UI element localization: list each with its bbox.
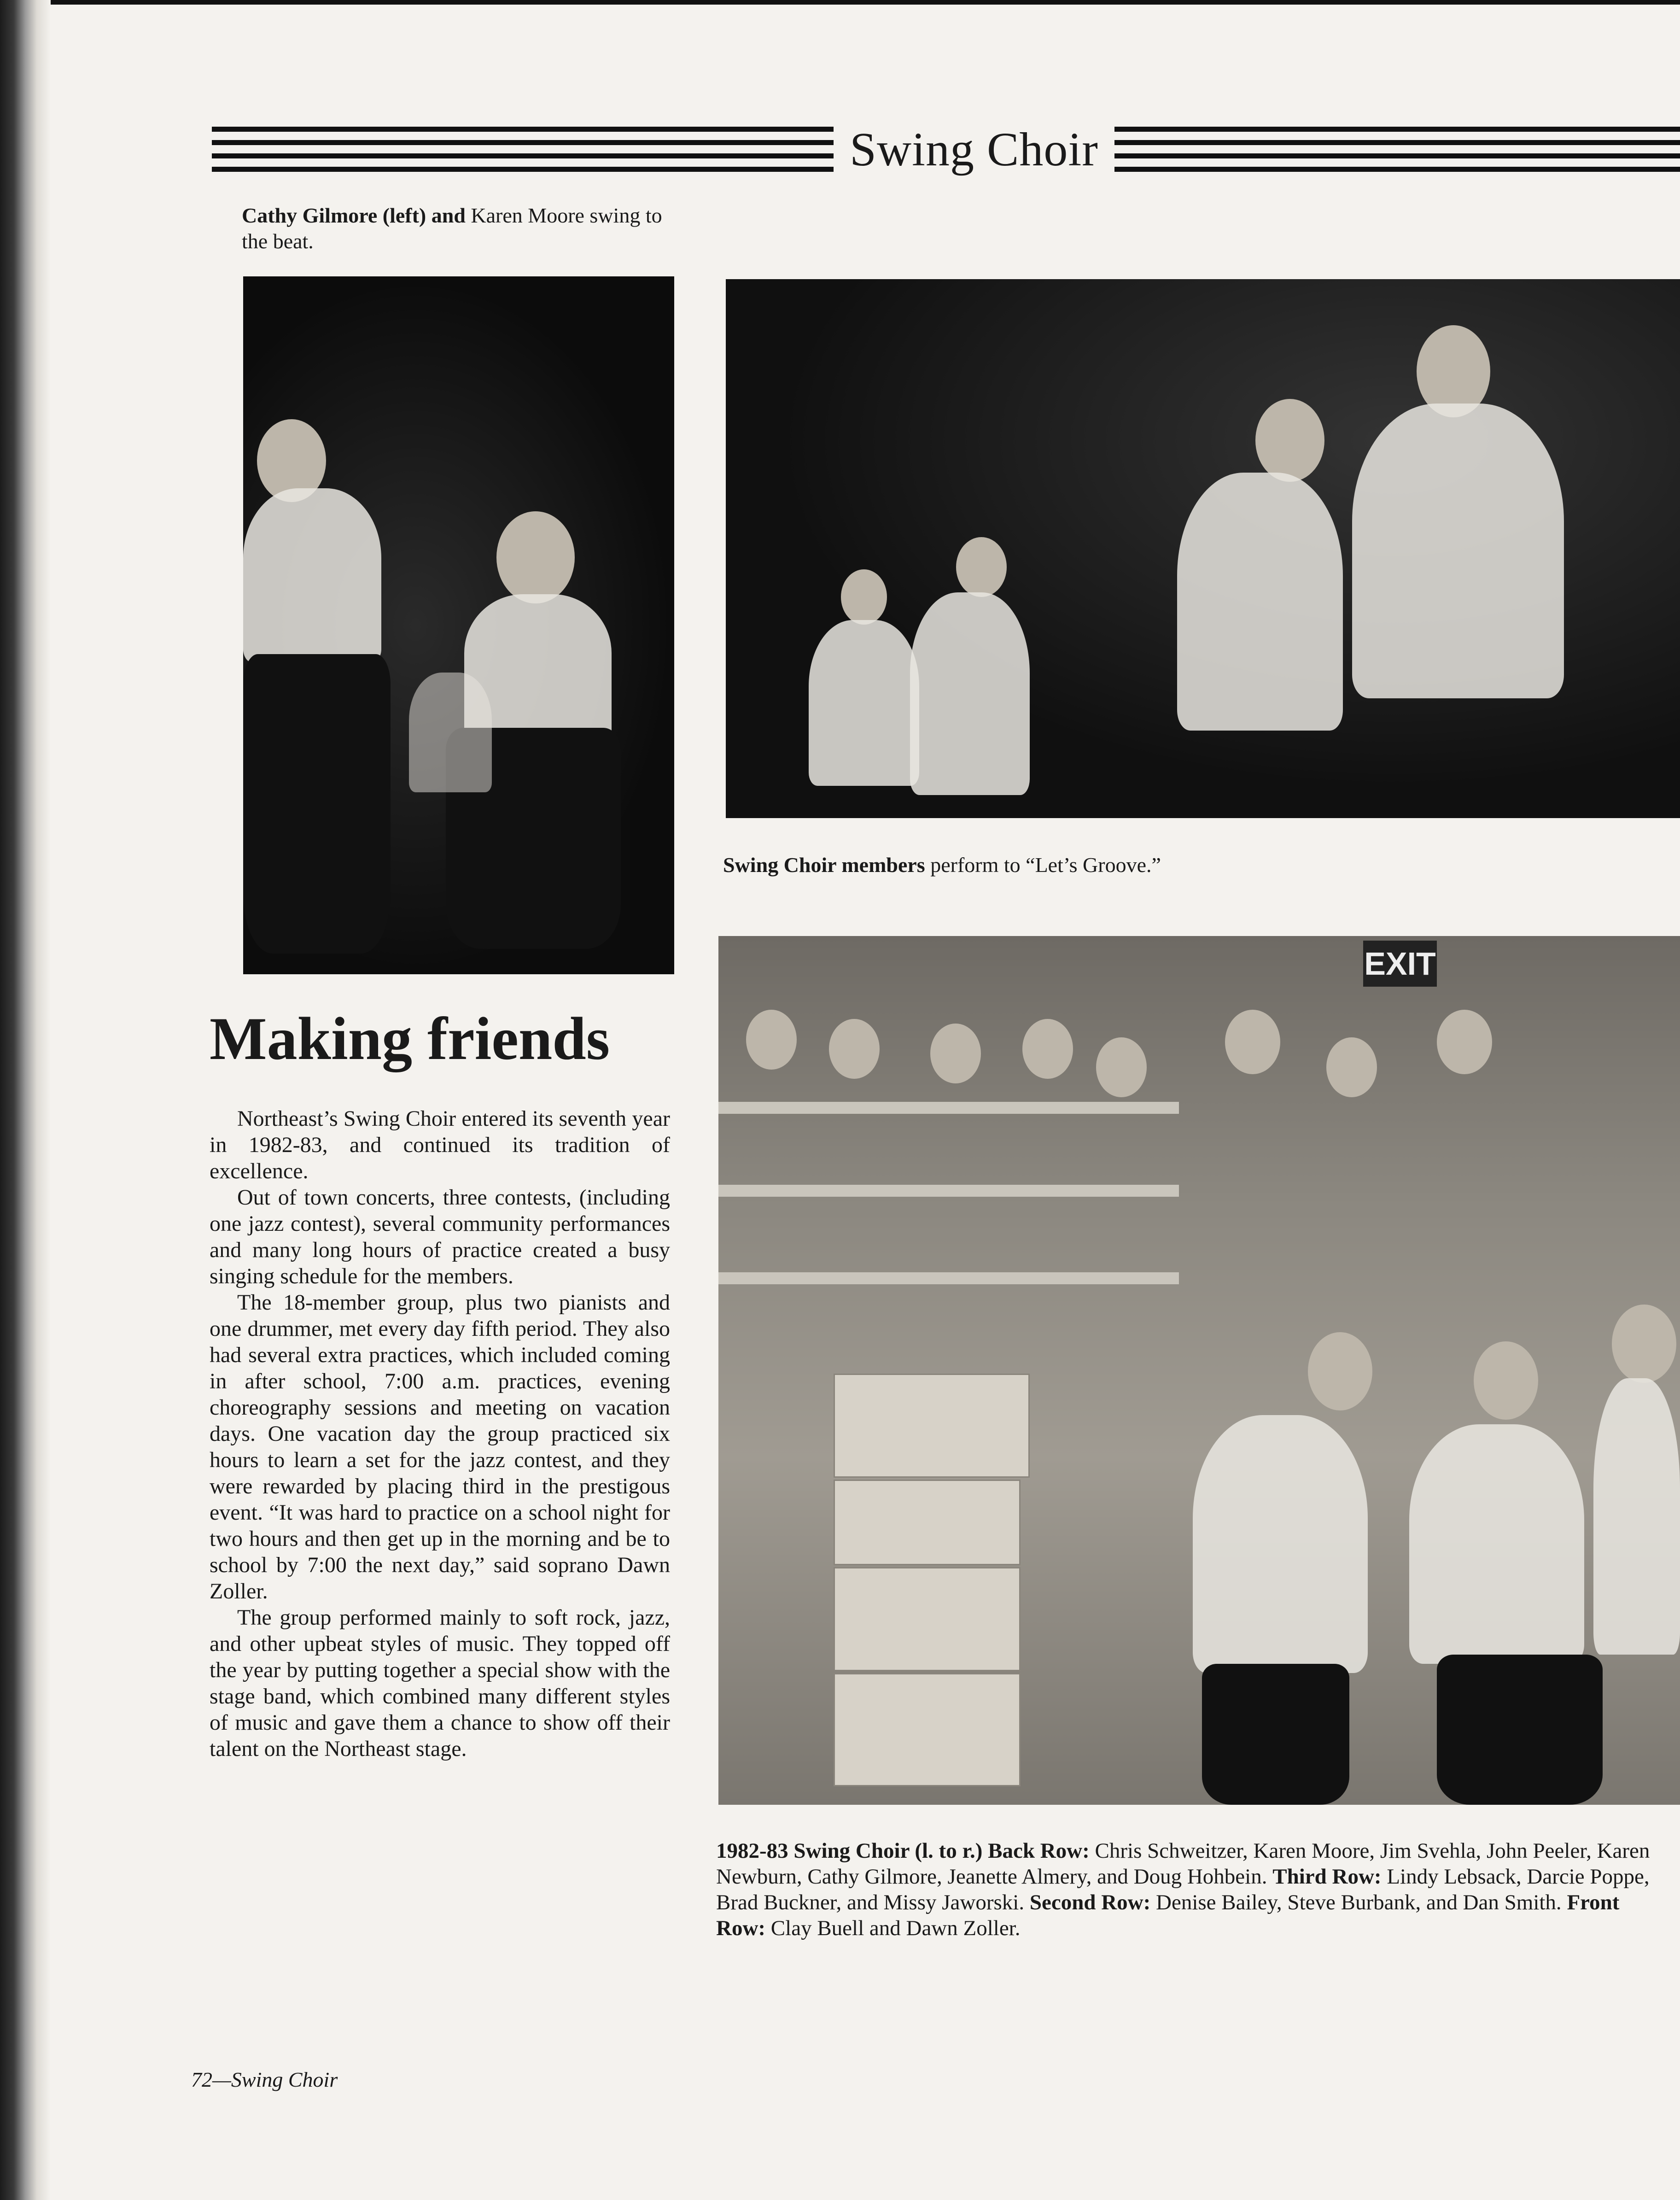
page-folio: 72—Swing Choir bbox=[191, 2068, 338, 2091]
caption-second-row-label: Second Row: bbox=[1029, 1890, 1151, 1914]
photo-dancers bbox=[243, 276, 674, 974]
caption-back-row-names: Chris Schweitzer, Karen Moore, Jim Svehla, John Peeler, Karen Newburn, Cathy Gilmore, Jeanette Almery, and Doug Hohbein. bbox=[716, 1839, 1650, 1889]
top-border bbox=[0, 0, 1680, 5]
caption-perform-text: perform to “Let’s Groove.” bbox=[925, 853, 1161, 877]
caption-dance-bold: Cathy Gilmore (left) and bbox=[242, 204, 466, 227]
headline: Making friends bbox=[210, 1005, 610, 1072]
article-body bbox=[210, 1106, 670, 1762]
photo-performers bbox=[726, 279, 1680, 818]
caption-third-row-label: Third Row: bbox=[1272, 1865, 1382, 1889]
article-paragraph: The 18-member group, plus two pianists and one drummer, met every day fifth period. They also had several extra practices, which included coming in after school, 7:00 a.m. practices, evening choreography sessions and meeting on vacation days. One vacation day the group practiced six hours to learn a set for the jazz contest, and they were rewarded by placing third in the prestigous event. “It was hard to practice on a school night for two hours and then get up in the morning and be to school by 7:00 the next day,” said soprano Dawn Zoller. bbox=[210, 1290, 670, 1603]
banner-rules-right bbox=[1114, 127, 1680, 173]
caption-second-row-names: Denise Bailey, Steve Burbank, and Dan Smith. bbox=[1150, 1890, 1562, 1914]
caption-perform bbox=[723, 852, 1667, 878]
article-paragraph: Out of town concerts, three contests, (including one jazz contest), several community performances and many long hours of practice created a busy singing schedule for the members. bbox=[210, 1185, 670, 1288]
exit-sign: EXIT bbox=[1363, 941, 1437, 987]
section-banner bbox=[212, 117, 1680, 182]
caption-back-row-label: Back Row: bbox=[988, 1839, 1090, 1863]
photo-group-portrait bbox=[718, 936, 1680, 1805]
caption-perform-bold: Swing Choir members bbox=[723, 853, 925, 877]
caption-dance-text: Karen Moore swing to the beat. bbox=[242, 204, 662, 253]
caption-front-row-label: Front Row: bbox=[716, 1890, 1620, 1940]
article-paragraph: The group performed mainly to soft rock, jazz, and other upbeat styles of music. They topped off the year by putting together a special show with the stage band, which combined many different styles of music and gave them a chance to show off their talent on the Northeast stage. bbox=[210, 1605, 670, 1761]
caption-group-lead: 1982-83 Swing Choir (l. to r.) bbox=[716, 1839, 983, 1863]
section-title: Swing Choir bbox=[850, 123, 1098, 176]
caption-group bbox=[716, 1838, 1674, 1941]
caption-front-row-names: Clay Buell and Dawn Zoller. bbox=[765, 1916, 1021, 1940]
caption-dance bbox=[242, 203, 675, 254]
banner-rules-left bbox=[212, 127, 834, 173]
article-paragraph: Northeast’s Swing Choir entered its seventh year in 1982-83, and continued its tradition of excellence. bbox=[210, 1106, 670, 1183]
caption-third-row-names: Lindy Lebsack, Darcie Poppe, Brad Buckner, and Missy Jaworski. bbox=[716, 1865, 1650, 1914]
page-spine-shadow bbox=[0, 0, 51, 2200]
